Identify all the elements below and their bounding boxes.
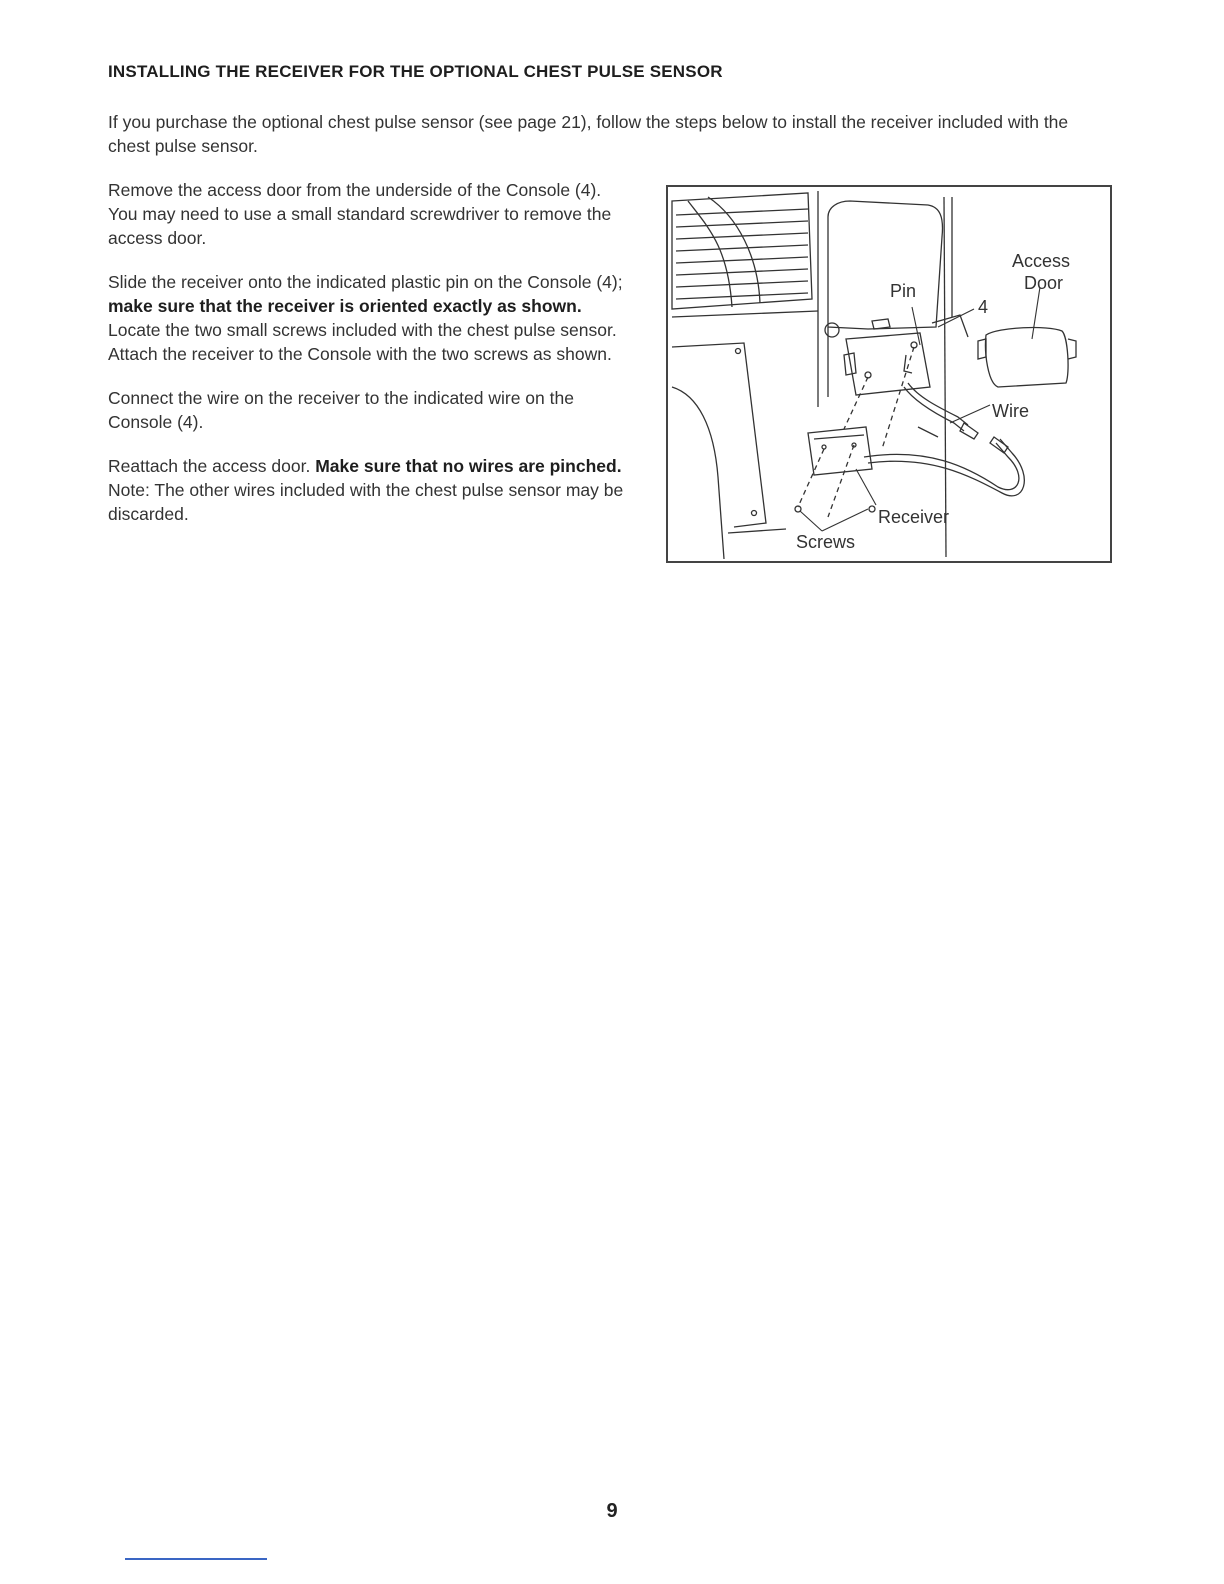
section-heading: INSTALLING THE RECEIVER FOR THE OPTIONAL CHEST PULSE SENSOR	[108, 62, 723, 81]
step-2-warning: make sure that the receiver is oriented exactly as shown.	[108, 296, 582, 316]
step-3: Connect the wire on the receiver to the indicated wire on the Console (4).	[108, 388, 574, 432]
label-wire: Wire	[992, 401, 1029, 421]
label-pin: Pin	[890, 281, 917, 301]
label-access: Access	[1012, 251, 1071, 271]
label-part-4: 4	[978, 297, 989, 317]
console-body	[672, 191, 968, 559]
step-2: Slide the receiver onto the indicated plastic pin on the Console (4); make sure that the receiver is oriented exactly as shown. Locate the two small screws included with the chest pulse sensor. Attach the receiver to the Console with the two screws as shown.	[108, 272, 623, 364]
instruction-steps	[108, 178, 628, 546]
footer-rule	[125, 1558, 267, 1560]
intro-paragraph: If you purchase the optional chest pulse sensor (see page 21), follow the steps below to install the receiver included with the chest pulse sensor.	[108, 112, 1069, 156]
diagram-drawing	[668, 187, 1110, 561]
step-1: Remove the access door from the underside of the Console (4). You may need to use a small standard screwdriver to remove the access door.	[108, 180, 612, 248]
access-door-part	[978, 328, 1076, 387]
step-4: Reattach the access door. Make sure that no wires are pinched. Note: The other wires included with the chest pulse sensor may be discarded.	[108, 456, 624, 524]
label-screws: Screws	[796, 532, 856, 552]
page-number: 9	[606, 1500, 618, 1522]
console-vents	[672, 193, 818, 317]
label-door: Door	[1024, 273, 1064, 293]
wire-part	[864, 383, 1024, 496]
receiver-installation-diagram	[666, 185, 1112, 563]
step-4-warning: Make sure that no wires are pinched.	[315, 456, 622, 476]
receiver-part	[808, 333, 930, 475]
label-receiver: Receiver	[878, 507, 950, 527]
